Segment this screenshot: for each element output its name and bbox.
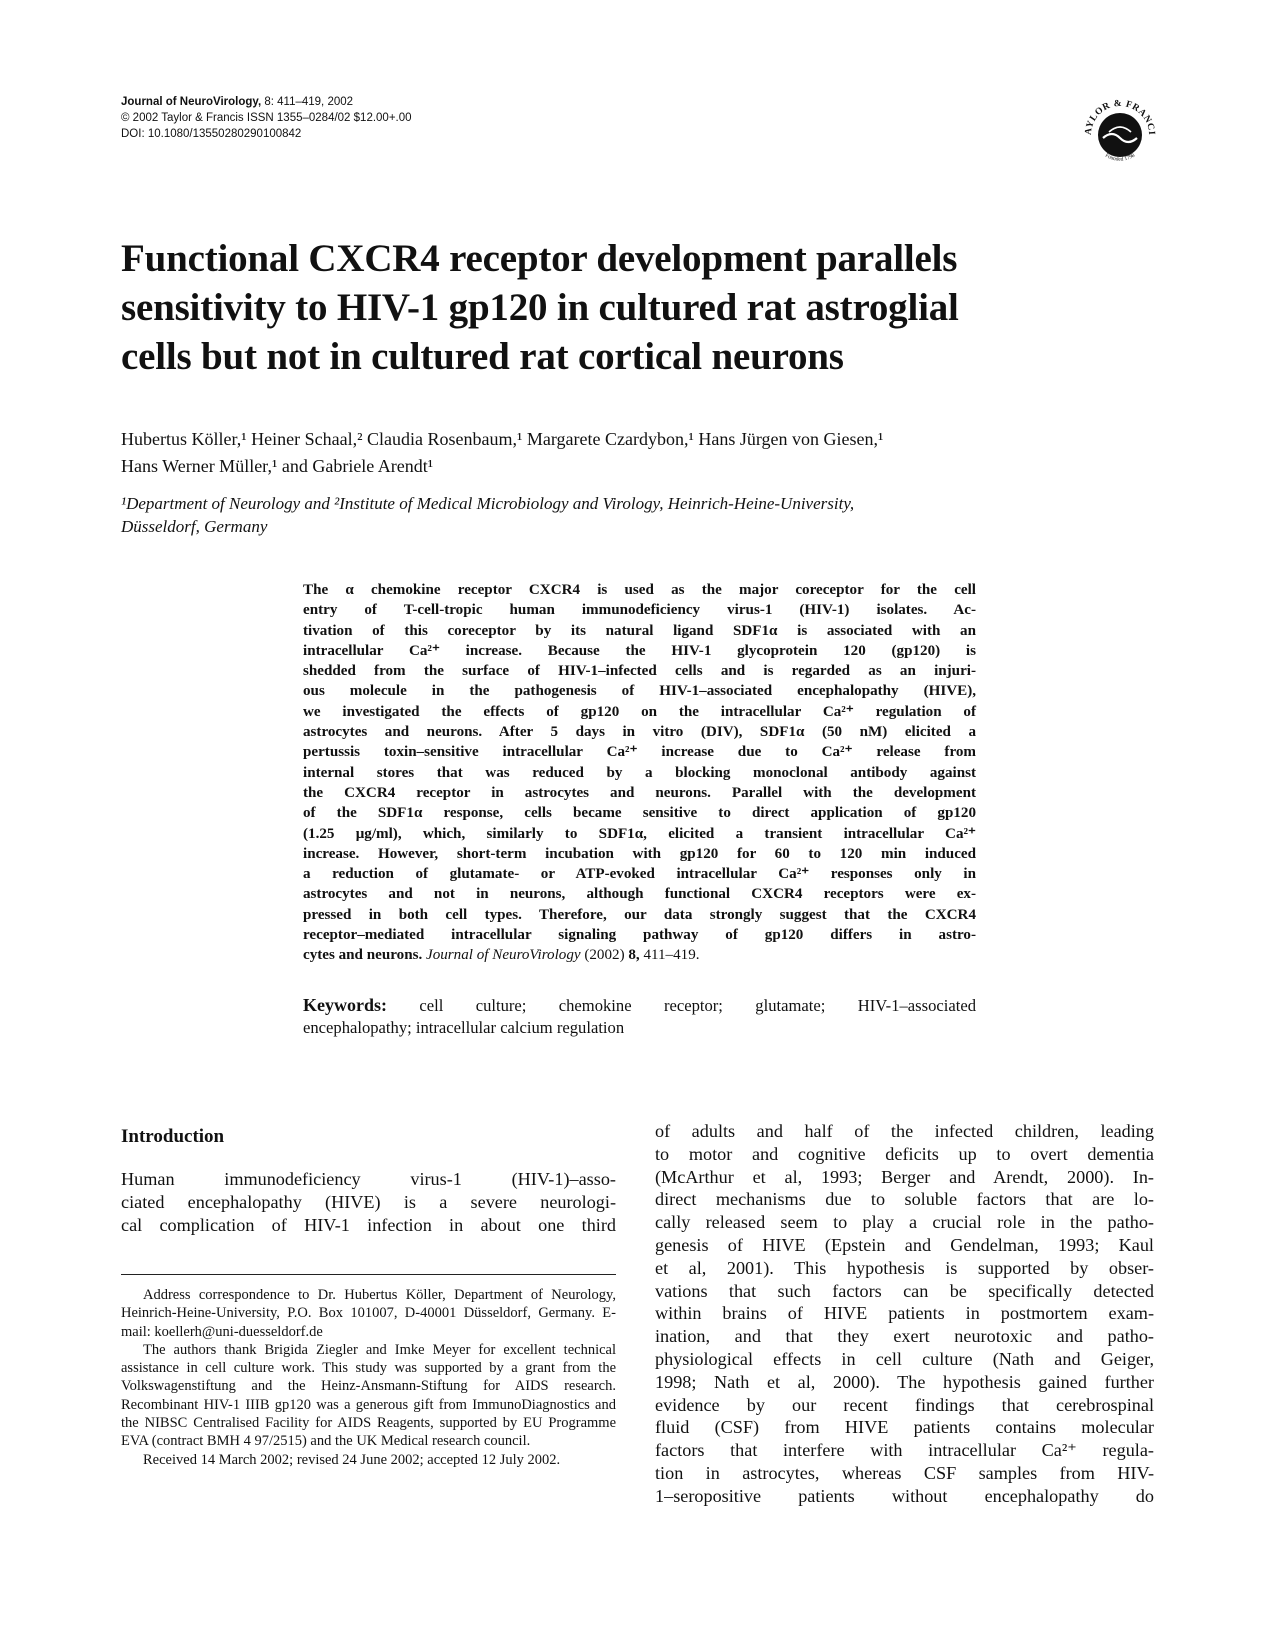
copyright-line: © 2002 Taylor & Francis ISSN 1355–0284/02 $12.00+.00 [121,112,412,124]
abstract-line: shedded from the surface of HIV-1–infected cells and is regarded as an injuri- [303,663,976,680]
title-line: Functional CXCR4 receptor development parallels [121,237,958,280]
section-heading: Introduction [121,1126,225,1147]
affiliations [121,492,1171,538]
paragraph-line: of adults and half of the infected children, leading [655,1121,1154,1141]
paragraph-line: genesis of HIVE (Epstein and Gendelman, 1993; Kaul [655,1234,1154,1255]
intro-left-column [121,1168,616,1237]
journal-issue: 8: 411–419, 2002 [261,96,354,108]
article-title [121,234,1161,381]
paragraph-line: ciated encephalopathy (HIVE) is a severe neurologi- [121,1192,616,1212]
keywords-line [303,994,976,1017]
abstract-line: we investigated the effects of gp120 on the intracellular Ca²⁺ regulation of [303,703,976,720]
journal-citation-line [121,94,412,110]
keywords-line: encephalopathy; intracellular calcium regulation [303,1018,625,1037]
footnote-received: Received 14 March 2002; revised 24 June 2002; accepted 12 July 2002. [143,1451,561,1468]
abstract-line: a reduction of glutamate- or ATP-evoked intracellular Ca²⁺ responses only in [303,866,976,883]
abstract-line: ous molecule in the pathogenesis of HIV-1–associated encephalopathy (HIVE), [303,683,976,700]
abstract-line: of the SDF1α response, cells became sensitive to direct application of gp120 [303,805,976,822]
paragraph-line: 1–seropositive patients without encephalopathy do [655,1485,1154,1506]
intro-right-column [655,1120,1154,1508]
paragraph-line: physiological effects in cell culture (Nath and Geiger, [655,1348,1154,1369]
citation-pages: 411–419. [639,947,700,964]
paragraph-line: ination, and that they exert neurotoxic and patho- [655,1326,1154,1347]
abstract-line: intracellular Ca²⁺ increase. Because the HIV-1 glycoprotein 120 (gp120) is [303,642,976,659]
abstract-line: internal stores that was reduced by a blocking monoclonal antibody against [303,764,976,781]
abstract-line: pertussis toxin–sensitive intracellular Ca²⁺ increase due to Ca²⁺ release from [303,744,976,761]
abstract-closing: cytes and neurons. [303,947,423,964]
affiliation-line: Düsseldorf, Germany [121,517,268,536]
paragraph-line: (McArthur et al, 1993; Berger and Arendt, 2000). In- [655,1166,1154,1187]
paragraph-line: vations that such factors can be specifically detected [655,1280,1154,1301]
paragraph-line: evidence by our recent findings that cerebrospinal [655,1394,1154,1415]
abstract-line: The α chemokine receptor CXCR4 is used as the major coreceptor for the cell [303,582,976,598]
paragraph-line: within brains of HIVE patients in postmortem exam- [655,1303,1154,1324]
keywords-label: Keywords: [303,995,387,1015]
abstract-line: entry of T-cell-tropic human immunodeficiency virus-1 (HIV-1) isolates. Ac- [303,602,976,619]
paragraph-line: to motor and cognitive deficits up to overt dementia [655,1143,1154,1164]
paragraph-line: fluid (CSF) from HIVE patients contains molecular [655,1417,1154,1438]
author-list [121,426,1171,480]
footnote-acknowledgments: The authors thank Brigida Ziegler and Imke Meyer for excellent technical assistance in cell culture work. This study was supported by a grant from the Volkswagenstiftung and the Heinz-Ansmann-Stiftung for AIDS research. Recombinant HIV-1 IIIB gp120 was a generous gift from ImmunoDiagnostics and the NIBSC Centralised Facility for AIDS Reagents, supported by EU Programme EVA (contract BMH 4 97/2515) and the UK Medical research council. [121,1341,616,1450]
footnote-correspondence: Address correspondence to Dr. Hubertus Köller, Department of Neurology, Heinrich-Heine-University, P.O. Box 101007, D-40001 Düsseldorf, Germany. E-mail: koellerh@uni-duesseldorf.de [121,1287,616,1340]
journal-header [121,94,412,142]
abstract-line: (1.25 μg/ml), which, similarly to SDF1α, elicited a transient intracellular Ca²⁺ [303,825,976,842]
keywords-text: cell culture; chemokine receptor; glutamate; HIV-1–associated [387,996,976,1015]
citation-volume: 8, [628,947,640,964]
footnote-divider [121,1274,616,1275]
abstract-last-line [303,945,976,965]
author-line: Hans Werner Müller,¹ and Gabriele Arendt¹ [121,456,434,476]
paragraph-line: factors that interfere with intracellular Ca²⁺ regula- [655,1440,1154,1461]
paragraph-line: tion in astrocytes, whereas CSF samples from HIV- [655,1462,1154,1483]
abstract-line: the CXCR4 receptor in astrocytes and neurons. Parallel with the development [303,784,976,801]
title-line: sensitivity to HIV-1 gp120 in cultured rat astroglial [121,286,959,329]
abstract-citation [426,947,700,963]
paragraph-line: et al, 2001). This hypothesis is supported by obser- [655,1257,1154,1278]
logo-text: AYLOR & FRANCI [1083,98,1157,136]
affiliation-line: ¹Department of Neurology and ²Institute of Medical Microbiology and Virology, Heinrich-Heine-University, [121,494,855,513]
doi-line: DOI: 10.1080/13550280290100842 [121,128,302,140]
paragraph-line: cally released seem to play a crucial role in the patho- [655,1212,1154,1233]
abstract-line: receptor–mediated intracellular signaling pathway of gp120 differs in astro- [303,927,976,944]
paragraph-line: 1998; Nath et al, 2000). The hypothesis gained further [655,1371,1154,1392]
title-line: cells but not in cultured rat cortical neurons [121,335,844,378]
paragraph-line: cal complication of HIV-1 infection in about one third [121,1215,616,1235]
abstract-line: astrocytes and neurons. After 5 days in vitro (DIV), SDF1α (50 nM) elicited a [303,724,976,741]
abstract-line: pressed in both cell types. Therefore, our data strongly suggest that the CXCR4 [303,906,976,923]
author-line: Hubertus Köller,¹ Heiner Schaal,² Claudia Rosenbaum,¹ Margarete Czardybon,¹ Hans Jürgen von Giesen,¹ [121,429,884,449]
abstract [303,580,976,966]
abstract-line: increase. However, short-term incubation with gp120 for 60 to 120 min induced [303,845,976,862]
taylor-francis-logo [1079,94,1161,176]
abstract-body [303,580,976,945]
footnotes [121,1286,616,1469]
paragraph-line: direct mechanisms due to soluble factors that are lo- [655,1189,1154,1210]
abstract-line: tivation of this coreceptor by its natural ligand SDF1α is associated with an [303,622,976,639]
logo-founded: Founded 1798 [1104,152,1137,163]
publisher-seal-icon [1079,94,1161,176]
keywords [303,994,976,1039]
citation-year: (2002) [580,947,629,964]
abstract-line: astrocytes and not in neurons, although functional CXCR4 receptors were ex- [303,886,976,903]
paragraph-line: Human immunodeficiency virus-1 (HIV-1)–asso- [121,1169,616,1189]
journal-name: Journal of NeuroVirology, [121,96,262,108]
citation-journal: Journal of NeuroVirology [426,947,581,964]
